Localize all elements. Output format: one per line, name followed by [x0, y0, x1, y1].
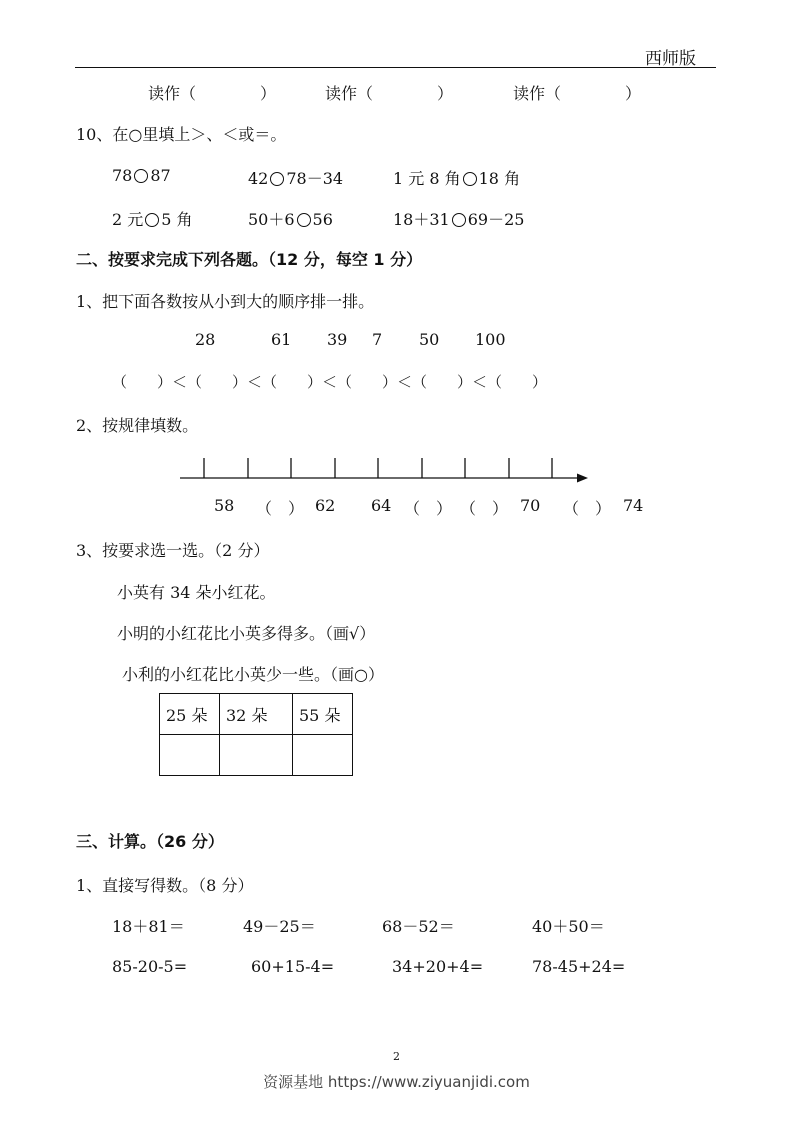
line-label: 70	[520, 496, 541, 515]
line-label: 74	[623, 496, 644, 515]
number-item: 7	[372, 330, 383, 349]
compare-item: 1 元 8 角 18 角	[393, 169, 521, 188]
header-rule	[75, 67, 716, 68]
line-blank[interactable]: （ ）	[563, 499, 612, 518]
calc-item: 60+15-4=	[251, 957, 335, 976]
table-header-cell: 55 朵	[293, 694, 353, 735]
s2-q2-title: 2、按规律填数。	[76, 416, 199, 435]
footer-watermark[interactable]: 资源基地 https://www.ziyuanjidi.com	[263, 1073, 530, 1091]
table-row	[160, 735, 353, 776]
calc-item: 49－25＝	[243, 917, 316, 936]
calc-item: 34+20+4=	[392, 957, 484, 976]
compare-circle[interactable]	[145, 213, 159, 227]
calc-item: 68－52＝	[382, 917, 455, 936]
calc-item: 85-20-5=	[112, 957, 188, 976]
line-label: 62	[315, 496, 336, 515]
compare-item: 2 元 5 角	[112, 210, 193, 229]
compare-circle[interactable]	[270, 172, 284, 186]
q3-line-3: 小利的小红花比小英少一些。（画○）	[122, 665, 384, 684]
number-item: 39	[327, 330, 348, 349]
line-label: 64	[371, 496, 392, 515]
line-blank[interactable]: （ ）	[404, 499, 453, 518]
read-blank-2: 读作（ ）	[325, 84, 454, 103]
q3-line-2: 小明的小红花比小英多得多。（画√）	[117, 624, 376, 643]
s2-q3-title: 3、按要求选一选。（2 分）	[76, 541, 270, 560]
read-blank-3: 读作（ ）	[513, 84, 642, 103]
line-label: 58	[214, 496, 235, 515]
compare-circle[interactable]	[463, 172, 477, 186]
number-item: 28	[195, 330, 216, 349]
compare-circle[interactable]	[297, 213, 311, 227]
page-number: 2	[393, 1050, 400, 1063]
compare-item: 50＋6 56	[248, 210, 333, 229]
number-item: 50	[419, 330, 440, 349]
compare-circle[interactable]	[134, 169, 148, 183]
compare-item: 78 87	[112, 166, 171, 185]
table-header-cell: 25 朵	[160, 694, 220, 735]
arrow-head-icon	[577, 474, 588, 483]
section3-title: 三、计算。（26 分）	[76, 832, 224, 851]
s3-q1-title: 1、直接写得数。（8 分）	[76, 876, 254, 895]
ordering-blanks[interactable]: （ ）＜（ ）＜（ ）＜（ ）＜（ ）＜（ ）	[112, 373, 548, 391]
calc-item: 18＋81＝	[112, 917, 185, 936]
answer-cell[interactable]	[293, 735, 353, 776]
line-blank[interactable]: （ ）	[256, 499, 305, 518]
answer-cell[interactable]	[160, 735, 220, 776]
compare-item: 42 78－34	[248, 169, 344, 188]
compare-item: 18＋31 69－25	[393, 210, 525, 229]
number-line	[170, 450, 600, 490]
calc-item: 78-45+24=	[532, 957, 626, 976]
number-item: 100	[475, 330, 506, 349]
answer-cell[interactable]	[220, 735, 293, 776]
calc-item: 40＋50＝	[532, 917, 605, 936]
s2-q1-title: 1、把下面各数按从小到大的顺序排一排。	[76, 292, 375, 311]
q10-title: 10、在○里填上＞、＜或＝。	[76, 125, 287, 144]
table-header-cell: 32 朵	[220, 694, 293, 735]
edition-label: 西师版	[645, 49, 696, 69]
q3-line-1: 小英有 34 朵小红花。	[117, 583, 276, 602]
read-blank-1: 读作（ ）	[148, 84, 277, 103]
choice-table	[159, 693, 353, 776]
table-row	[160, 694, 353, 735]
compare-circle[interactable]	[452, 213, 466, 227]
section2-title: 二、按要求完成下列各题。（12 分，每空 1 分）	[76, 250, 423, 269]
line-blank[interactable]: （ ）	[460, 499, 509, 518]
number-item: 61	[271, 330, 292, 349]
